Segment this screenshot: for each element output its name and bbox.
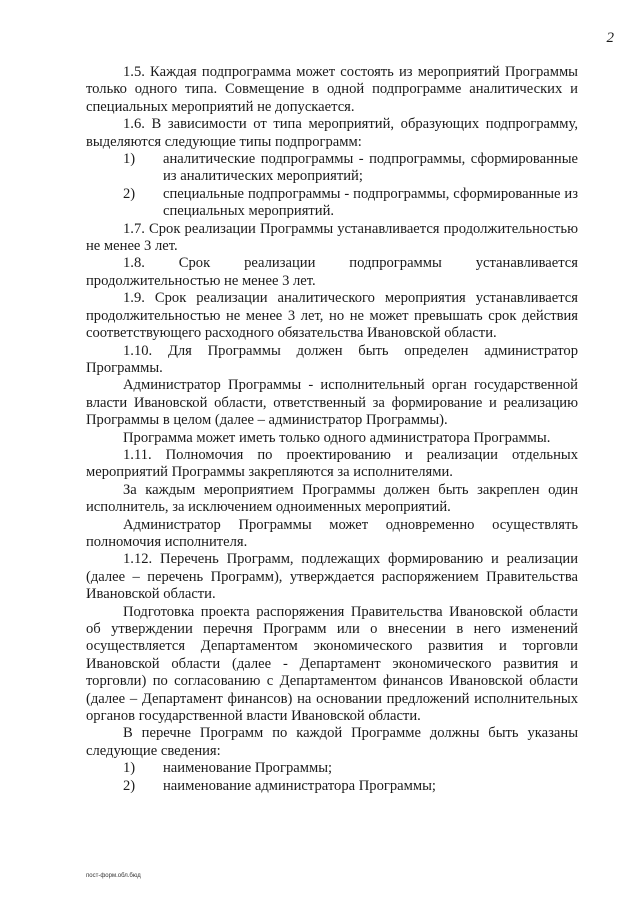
paragraph-1-5: 1.5. Каждая подпрограмма может состоять из мероприятий Программы только одного типа. Совмещение в одной подпрограмме аналитических и специальных мероприятий не допускается.	[86, 64, 578, 115]
list-item-number: 1)	[123, 760, 136, 777]
list-item-number: 2)	[123, 777, 136, 794]
list-item-text: аналитические подпрограммы - подпрограммы, сформированные из аналитических мероприятий;	[163, 151, 578, 185]
paragraph-1-11-administrator: Администратор Программы может одновременно осуществлять полномочия исполнителя.	[86, 516, 578, 550]
paragraph-1-11: 1.11. Полномочия по проектированию и реализации отдельных мероприятий Программы закрепляются за исполнителями.	[86, 446, 578, 481]
list-item	[86, 760, 578, 777]
paragraph-1-12: 1.12. Перечень Программ, подлежащих формированию и реализации (далее – перечень Программ), утверждается распоряжением Правительства Ивановской области.	[86, 551, 578, 603]
paragraph-1-11-each-measure: За каждым мероприятием Программы должен быть закреплен один исполнитель, за исключением одноименных мероприятий.	[86, 481, 578, 516]
paragraph-1-7: 1.7. Срок реализации Программы устанавливается продолжительностью не менее 3 лет.	[86, 220, 578, 255]
list-item-number: 1)	[123, 151, 136, 168]
list-item	[86, 778, 578, 795]
list-item-text: наименование администратора Программы;	[163, 777, 436, 794]
paragraph-1-8: 1.8. Срок реализации подпрограммы устанавливается продолжительностью не менее 3 лет.	[86, 255, 578, 289]
paragraph-1-12-preparation: Подготовка проекта распоряжения Правительства Ивановской области об утверждении перечня Программ или о внесении в него изменений осуществляется Департаментом экономического развития и торговли Ивановской области (далее - Департамент экономического развития и торговли) по согласованию с Департаментом финансов Ивановской области (далее – Департамент финансов) на основании предложений исполнительных органов государственной власти Ивановской области.	[86, 603, 578, 725]
list-item-number: 2)	[123, 185, 136, 202]
paragraph-1-12-list-intro: В перечне Программ по каждой Программе должны быть указаны следующие сведения:	[86, 725, 578, 759]
paragraph-1-10-single-administrator: Программа может иметь только одного администратора Программы.	[123, 429, 551, 446]
list-item-text: наименование Программы;	[163, 760, 333, 777]
page-number: 2	[606, 30, 614, 46]
list-item	[86, 151, 578, 186]
footer-file-name: пост-форм.обл.бюд	[86, 873, 141, 879]
paragraph-1-9: 1.9. Срок реализации аналитического мероприятия устанавливается продолжительностью не менее 3 лет, но не может превышать срок действия соответствующего расходного обязательства Ивановской области.	[86, 290, 578, 342]
list-item	[86, 186, 578, 221]
document-body	[86, 64, 578, 795]
list-item-text: специальные подпрограммы - подпрограммы, сформированные из специальных мероприятий.	[163, 185, 578, 220]
paragraph-1-6: 1.6. В зависимости от типа мероприятий, образующих подпрограмму, выделяются следующие типы подпрограмм:	[86, 116, 578, 150]
paragraph-1-10-administrator: Администратор Программы - исполнительный орган государственной власти Ивановской области, ответственный за формирование и реализацию Программы в целом (далее – администратор Программы).	[86, 377, 578, 429]
paragraph-1-10: 1.10. Для Программы должен быть определен администратор Программы.	[86, 342, 578, 376]
